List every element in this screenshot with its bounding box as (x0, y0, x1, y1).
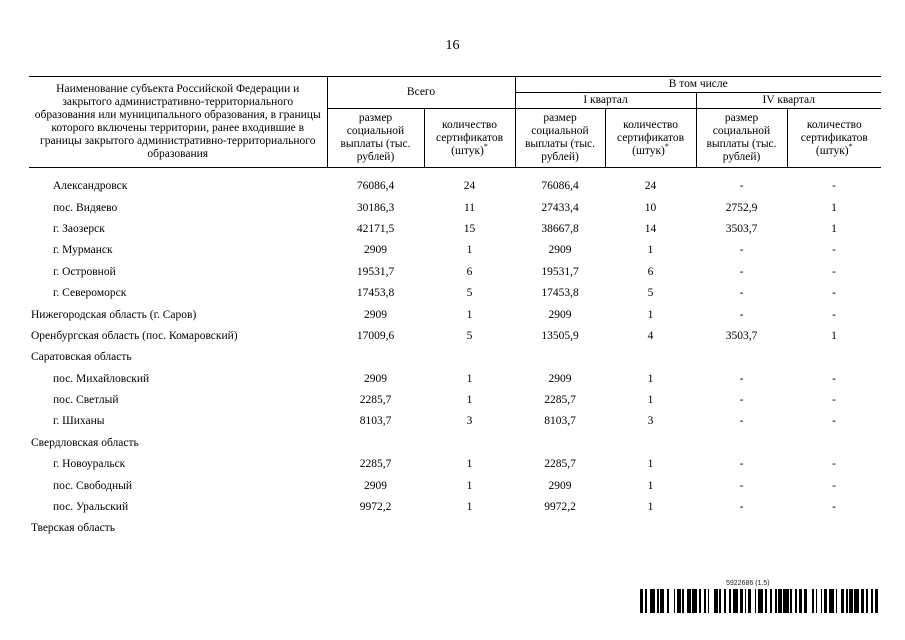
cell-q4-cnt (787, 518, 881, 539)
header-q4-payment: размер социальной выплаты (тыс. рублей) (696, 109, 787, 168)
row-name: г. Североморск (53, 287, 127, 300)
cell-total-cnt: 11 (463, 201, 476, 214)
table-header (29, 77, 881, 168)
cell-total-sum: 2285,7 (359, 394, 392, 407)
cell-q1-sum (515, 433, 605, 454)
header-total: Всего (327, 77, 515, 109)
cell-q4-cnt: - (832, 308, 836, 321)
cell-q4-cnt (787, 347, 881, 368)
cell-total-cnt: 1 (466, 308, 473, 321)
cell-total-sum: 76086,4 (356, 180, 395, 193)
cell-q4-cnt: - (832, 180, 836, 193)
page-number: 16 (445, 38, 460, 53)
cell-q4-sum: - (739, 244, 744, 257)
cell-total-cnt: 5 (466, 287, 473, 300)
row-name: г. Заозерск (53, 222, 105, 235)
table-row (29, 262, 881, 283)
table-row (29, 347, 881, 368)
cell-q4-cnt: - (832, 501, 836, 514)
cell-total-sum: 2909 (364, 308, 387, 321)
row-name: Александровск (53, 180, 128, 193)
table-row (29, 326, 881, 347)
cell-total-sum (327, 433, 424, 454)
cell-total-cnt: 5 (466, 329, 473, 342)
cell-q4-cnt (787, 433, 881, 454)
cell-q1-sum: 13505,9 (541, 329, 579, 342)
table-row (29, 219, 881, 240)
cell-total-cnt: 24 (463, 180, 476, 193)
table-row (29, 283, 881, 304)
cell-total-cnt: 1 (466, 372, 473, 385)
cell-q1-sum: 76086,4 (541, 180, 579, 193)
barcode-bars (640, 589, 883, 613)
cell-q1-sum (515, 518, 605, 539)
cell-q1-sum: 17453,8 (541, 287, 579, 300)
cell-q1-sum: 2909 (548, 308, 572, 321)
table-row (29, 475, 881, 496)
cell-q1-cnt (605, 518, 696, 539)
table-row (29, 240, 881, 261)
cell-q4-sum: - (739, 372, 744, 385)
barcode-bar (878, 589, 883, 613)
cell-q4-sum: - (739, 458, 744, 471)
cell-total-cnt: 3 (466, 415, 473, 428)
cell-total-cnt: 1 (466, 458, 473, 471)
row-name: Нижегородская область (г. Саров) (31, 308, 197, 321)
cell-q1-cnt: 6 (647, 265, 654, 278)
cell-q4-sum (696, 518, 787, 539)
cell-q4-sum: - (739, 308, 744, 321)
cell-q4-sum (696, 347, 787, 368)
row-name: г. Островной (53, 265, 116, 278)
cell-total-sum: 17009,6 (356, 329, 395, 342)
cell-total-sum: 2909 (364, 479, 387, 492)
barcode-label: 5922686 (1.5) (726, 580, 770, 587)
cell-total-sum: 2285,7 (359, 458, 392, 471)
cell-q4-cnt: 1 (831, 222, 837, 235)
cell-q4-sum: - (739, 265, 744, 278)
cell-q1-cnt: 5 (647, 287, 654, 300)
cell-q1-cnt: 3 (647, 415, 654, 428)
table-row (29, 454, 881, 475)
table-row (29, 390, 881, 411)
row-name: пос. Уральский (53, 501, 129, 514)
cell-q1-sum: 38667,8 (541, 222, 579, 235)
header-total-payment: размер социальной выплаты (тыс. рублей) (327, 109, 424, 168)
cell-q4-cnt: - (832, 458, 836, 471)
cell-q1-sum: 2909 (548, 372, 572, 385)
header-including: В том числе (515, 77, 881, 93)
cell-q4-cnt: - (832, 479, 836, 492)
cell-q4-sum: - (739, 287, 744, 300)
row-name: г. Шиханы (53, 415, 105, 428)
cell-total-cnt (424, 347, 515, 368)
cell-total-cnt: 15 (463, 222, 476, 235)
cell-q4-cnt: 1 (831, 329, 837, 342)
cell-q4-cnt: - (832, 372, 836, 385)
cell-q1-cnt (605, 347, 696, 368)
cell-q1-cnt: 1 (647, 501, 654, 514)
table-row (29, 176, 881, 197)
cell-total-sum: 19531,7 (356, 265, 395, 278)
header-subject-name: Наименование субъекта Российской Федерации и закрытого административно-территориального образования или муниципального образования, в границы которого включены территории, ранее входившие в границы закрытого административно-территориального образования (29, 77, 327, 168)
cell-q1-cnt: 4 (647, 329, 654, 342)
header-q4-certificates: количество сертификатов (штук)* (787, 109, 881, 168)
cell-q4-cnt: - (832, 265, 836, 278)
cell-total-cnt: 1 (466, 394, 473, 407)
cell-total-cnt (424, 433, 515, 454)
cell-q1-cnt: 1 (647, 479, 654, 492)
cell-q4-cnt: 1 (831, 201, 837, 214)
row-name: пос. Видяево (53, 201, 118, 214)
payments-table (29, 76, 881, 540)
table-row (29, 369, 881, 390)
cell-total-sum: 17453,8 (356, 287, 395, 300)
cell-total-sum (327, 518, 424, 539)
cell-q4-sum: - (739, 394, 744, 407)
cell-q4-sum (696, 433, 787, 454)
cell-q4-cnt: - (832, 415, 836, 428)
cell-q4-sum: 3503,7 (725, 329, 758, 342)
row-name: пос. Михайловский (53, 372, 150, 385)
table-row (29, 518, 881, 539)
table-row (29, 433, 881, 454)
cell-q1-sum: 19531,7 (541, 265, 579, 278)
cell-q4-sum: 2752,9 (725, 201, 758, 214)
cell-q1-sum (515, 347, 605, 368)
table-body (29, 168, 881, 540)
cell-q4-sum: - (739, 415, 744, 428)
cell-q1-cnt: 1 (647, 308, 654, 321)
cell-total-cnt: 1 (466, 501, 473, 514)
cell-total-sum: 42171,5 (356, 222, 395, 235)
cell-q4-sum: 3503,7 (725, 222, 758, 235)
cell-q1-sum: 2285,7 (544, 458, 576, 471)
row-name: Саратовская область (31, 351, 132, 364)
cell-q1-cnt: 10 (644, 201, 657, 214)
table-row (29, 411, 881, 432)
cell-q1-sum: 2909 (548, 244, 572, 257)
cell-q1-cnt: 1 (647, 458, 654, 471)
cell-total-sum: 8103,7 (359, 415, 392, 428)
row-name: пос. Светлый (53, 394, 119, 407)
cell-q1-sum: 27433,4 (541, 201, 579, 214)
row-name: Свердловская область (31, 436, 139, 449)
cell-total-sum: 2909 (364, 244, 387, 257)
header-spacer (29, 168, 881, 177)
cell-q1-sum: 8103,7 (544, 415, 576, 428)
cell-q4-sum: - (739, 501, 744, 514)
row-name: Тверская область (31, 522, 115, 535)
table-row (29, 197, 881, 218)
cell-q4-sum: - (739, 479, 744, 492)
cell-q1-cnt (605, 433, 696, 454)
row-name: г. Мурманск (53, 244, 113, 257)
row-name: пос. Свободный (53, 479, 132, 492)
cell-q4-cnt: - (832, 244, 836, 257)
cell-q1-cnt: 1 (647, 372, 654, 385)
header-quarter-4: IV квартал (696, 93, 881, 109)
header-q1-payment: размер социальной выплаты (тыс. рублей) (515, 109, 605, 168)
cell-q4-cnt: - (832, 287, 836, 300)
cell-total-cnt: 6 (466, 265, 473, 278)
row-name: Оренбургская область (пос. Комаровский) (31, 329, 238, 342)
cell-q4-cnt: - (832, 394, 836, 407)
row-name: г. Новоуральск (53, 458, 126, 471)
cell-q1-sum: 9972,2 (544, 501, 576, 514)
cell-q1-cnt: 24 (644, 180, 657, 193)
table-row (29, 497, 881, 518)
cell-q1-sum: 2285,7 (544, 394, 576, 407)
cell-q4-sum: - (739, 180, 744, 193)
cell-total-sum: 9972,2 (359, 501, 392, 514)
header-total-certificates: количество сертификатов (штук)* (424, 109, 515, 168)
cell-total-cnt: 1 (466, 479, 473, 492)
cell-total-sum (327, 347, 424, 368)
cell-q1-cnt: 14 (644, 222, 657, 235)
cell-q1-cnt: 1 (647, 394, 654, 407)
cell-total-cnt (424, 518, 515, 539)
cell-q1-sum: 2909 (548, 479, 572, 492)
barcode (640, 580, 883, 614)
cell-q1-cnt: 1 (647, 244, 654, 257)
cell-total-sum: 30186,3 (356, 201, 395, 214)
table-row (29, 304, 881, 325)
cell-total-cnt: 1 (466, 244, 473, 257)
cell-total-sum: 2909 (364, 372, 387, 385)
header-quarter-1: I квартал (515, 93, 696, 109)
header-q1-certificates: количество сертификатов (штук)* (605, 109, 696, 168)
